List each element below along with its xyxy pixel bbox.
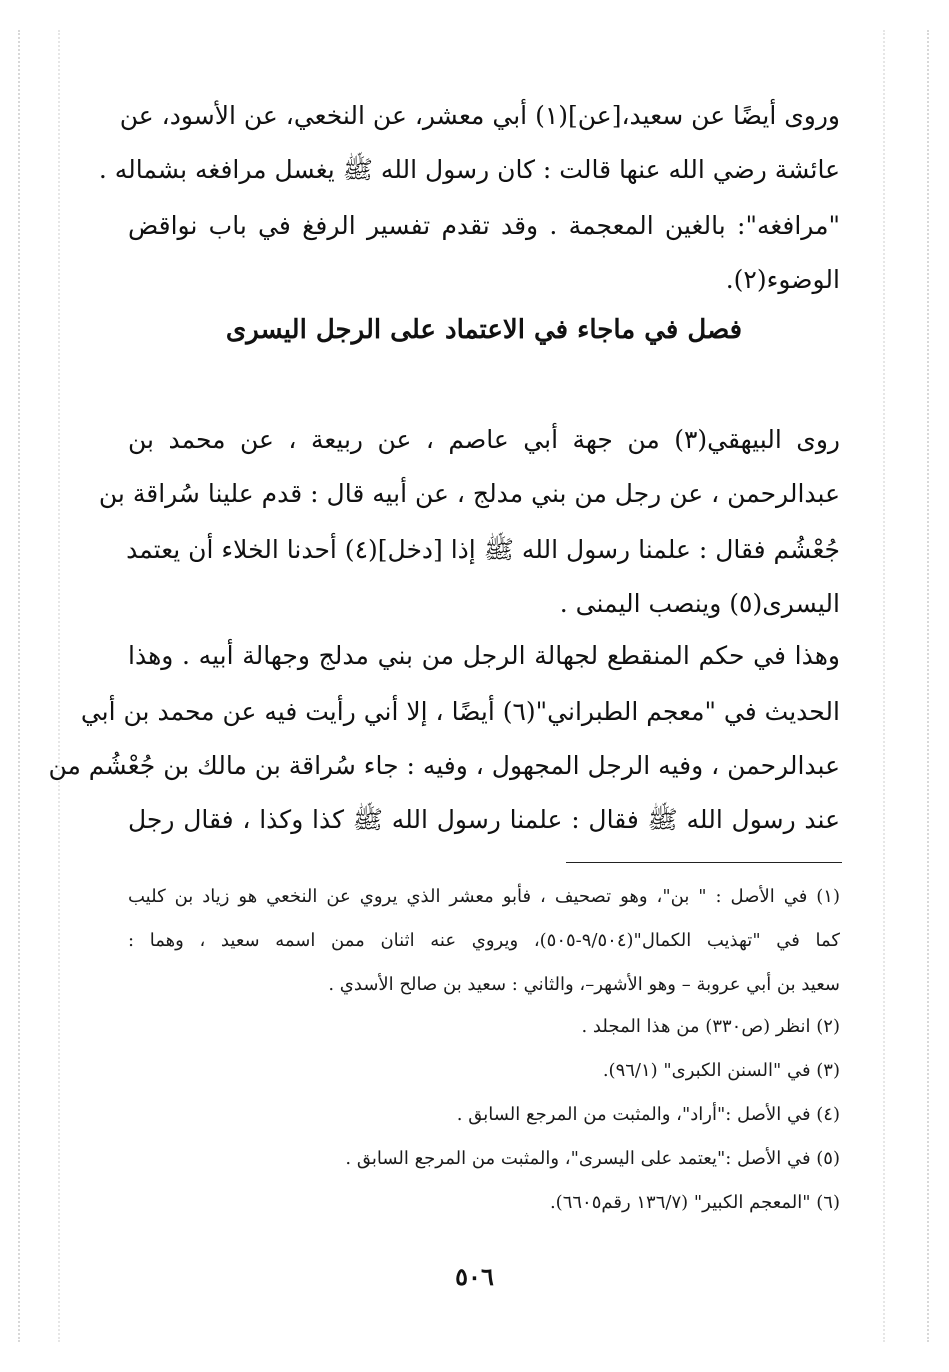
paragraph2-line3: جُعْشُم فقال : علمنا رسول الله ﷺ إذا [دخل](٤) أحدنا الخلاء أن يعتمد: [126, 535, 840, 564]
paragraph1-line2: عائشة رضي الله عنها قالت : كان رسول الله ﷺ يغسل مرافغه بشماله .: [98, 155, 840, 184]
paragraph3-line3: عبدالرحمن ، وفيه الرجل المجهول ، وفيه : جاء سُراقة بن مالك بن جُعْشُم من: [48, 751, 840, 780]
paragraph2-line1: روى البيهقي(٣) من جهة أبي عاصم ، عن ربيعة ، عن محمد بن: [128, 425, 840, 454]
footnote-1-line2: كما في "تهذيب الكمال"(٩/٥٠٤-٥٠٥)، ويروي عنه اثنان ممن اسمه سعيد ، وهما :: [128, 930, 840, 951]
footnote-separator: [566, 862, 842, 863]
footnote-2: (٢) انظر (ص٣٣٠) من هذا المجلد .: [581, 1016, 840, 1037]
scan-edge-right: [927, 30, 929, 1342]
section-heading: فصل في ماجاء في الاعتماد على الرجل اليسرى: [225, 315, 743, 345]
footnote-3: (٣) في "السنن الكبرى" (٩٦/١).: [602, 1060, 840, 1081]
footnote-6: (٦) "المعجم الكبير" (١٣٦/٧ رقم٦٦٠٥).: [549, 1192, 840, 1213]
footnote-1-line3: سعيد بن أبي عروبة – وهو الأشهر–، والثاني : سعيد بن صالح الأسدي .: [328, 974, 840, 995]
scan-edge-left-inner: [58, 30, 60, 1342]
scan-edge-right-inner: [883, 30, 885, 1342]
paragraph2-line2: عبدالرحمن ، عن رجل من بني مدلج ، عن أبيه قال : قدم علينا سُراقة بن: [98, 479, 840, 508]
footnote-5: (٥) في الأصل :"يعتمد على اليسرى"، والمثبت من المرجع السابق .: [345, 1148, 840, 1169]
paragraph1-line3: "مرافغه": بالغين المعجمة . وقد تقدم تفسير الرفغ في باب نواقض: [128, 211, 840, 240]
paragraph3-line1: وهذا في حكم المنقطع لجهالة الرجل من بني مدلج وجهالة أبيه . وهذا: [128, 641, 840, 670]
paragraph1-line4: الوضوء(٢).: [725, 265, 840, 294]
paragraph2-line4: اليسرى(٥) وينصب اليمنى .: [559, 589, 840, 618]
page-number: ٥٠٦: [455, 1262, 494, 1291]
paragraph1-line1: وروى أيضًا عن سعيد،[عن](١) أبي معشر، عن النخعي، عن الأسود، عن: [119, 101, 840, 130]
paragraph3-line2: الحديث في "معجم الطبراني"(٦) أيضًا ، إلا أني رأيت فيه عن محمد بن أبي: [80, 697, 840, 726]
paragraph3-line4: عند رسول الله ﷺ فقال : علمنا رسول الله ﷺ كذا وكذا ، فقال رجل: [128, 805, 840, 834]
footnote-4: (٤) في الأصل :"أراد"، والمثبت من المرجع السابق .: [456, 1104, 840, 1125]
scan-edge-left: [18, 30, 20, 1342]
footnote-1-line1: (١) في الأصل : " بن"، وهو تصحيف ، فأبو معشر الذي يروي عن النخعي هو زياد بن كليب: [128, 886, 840, 907]
